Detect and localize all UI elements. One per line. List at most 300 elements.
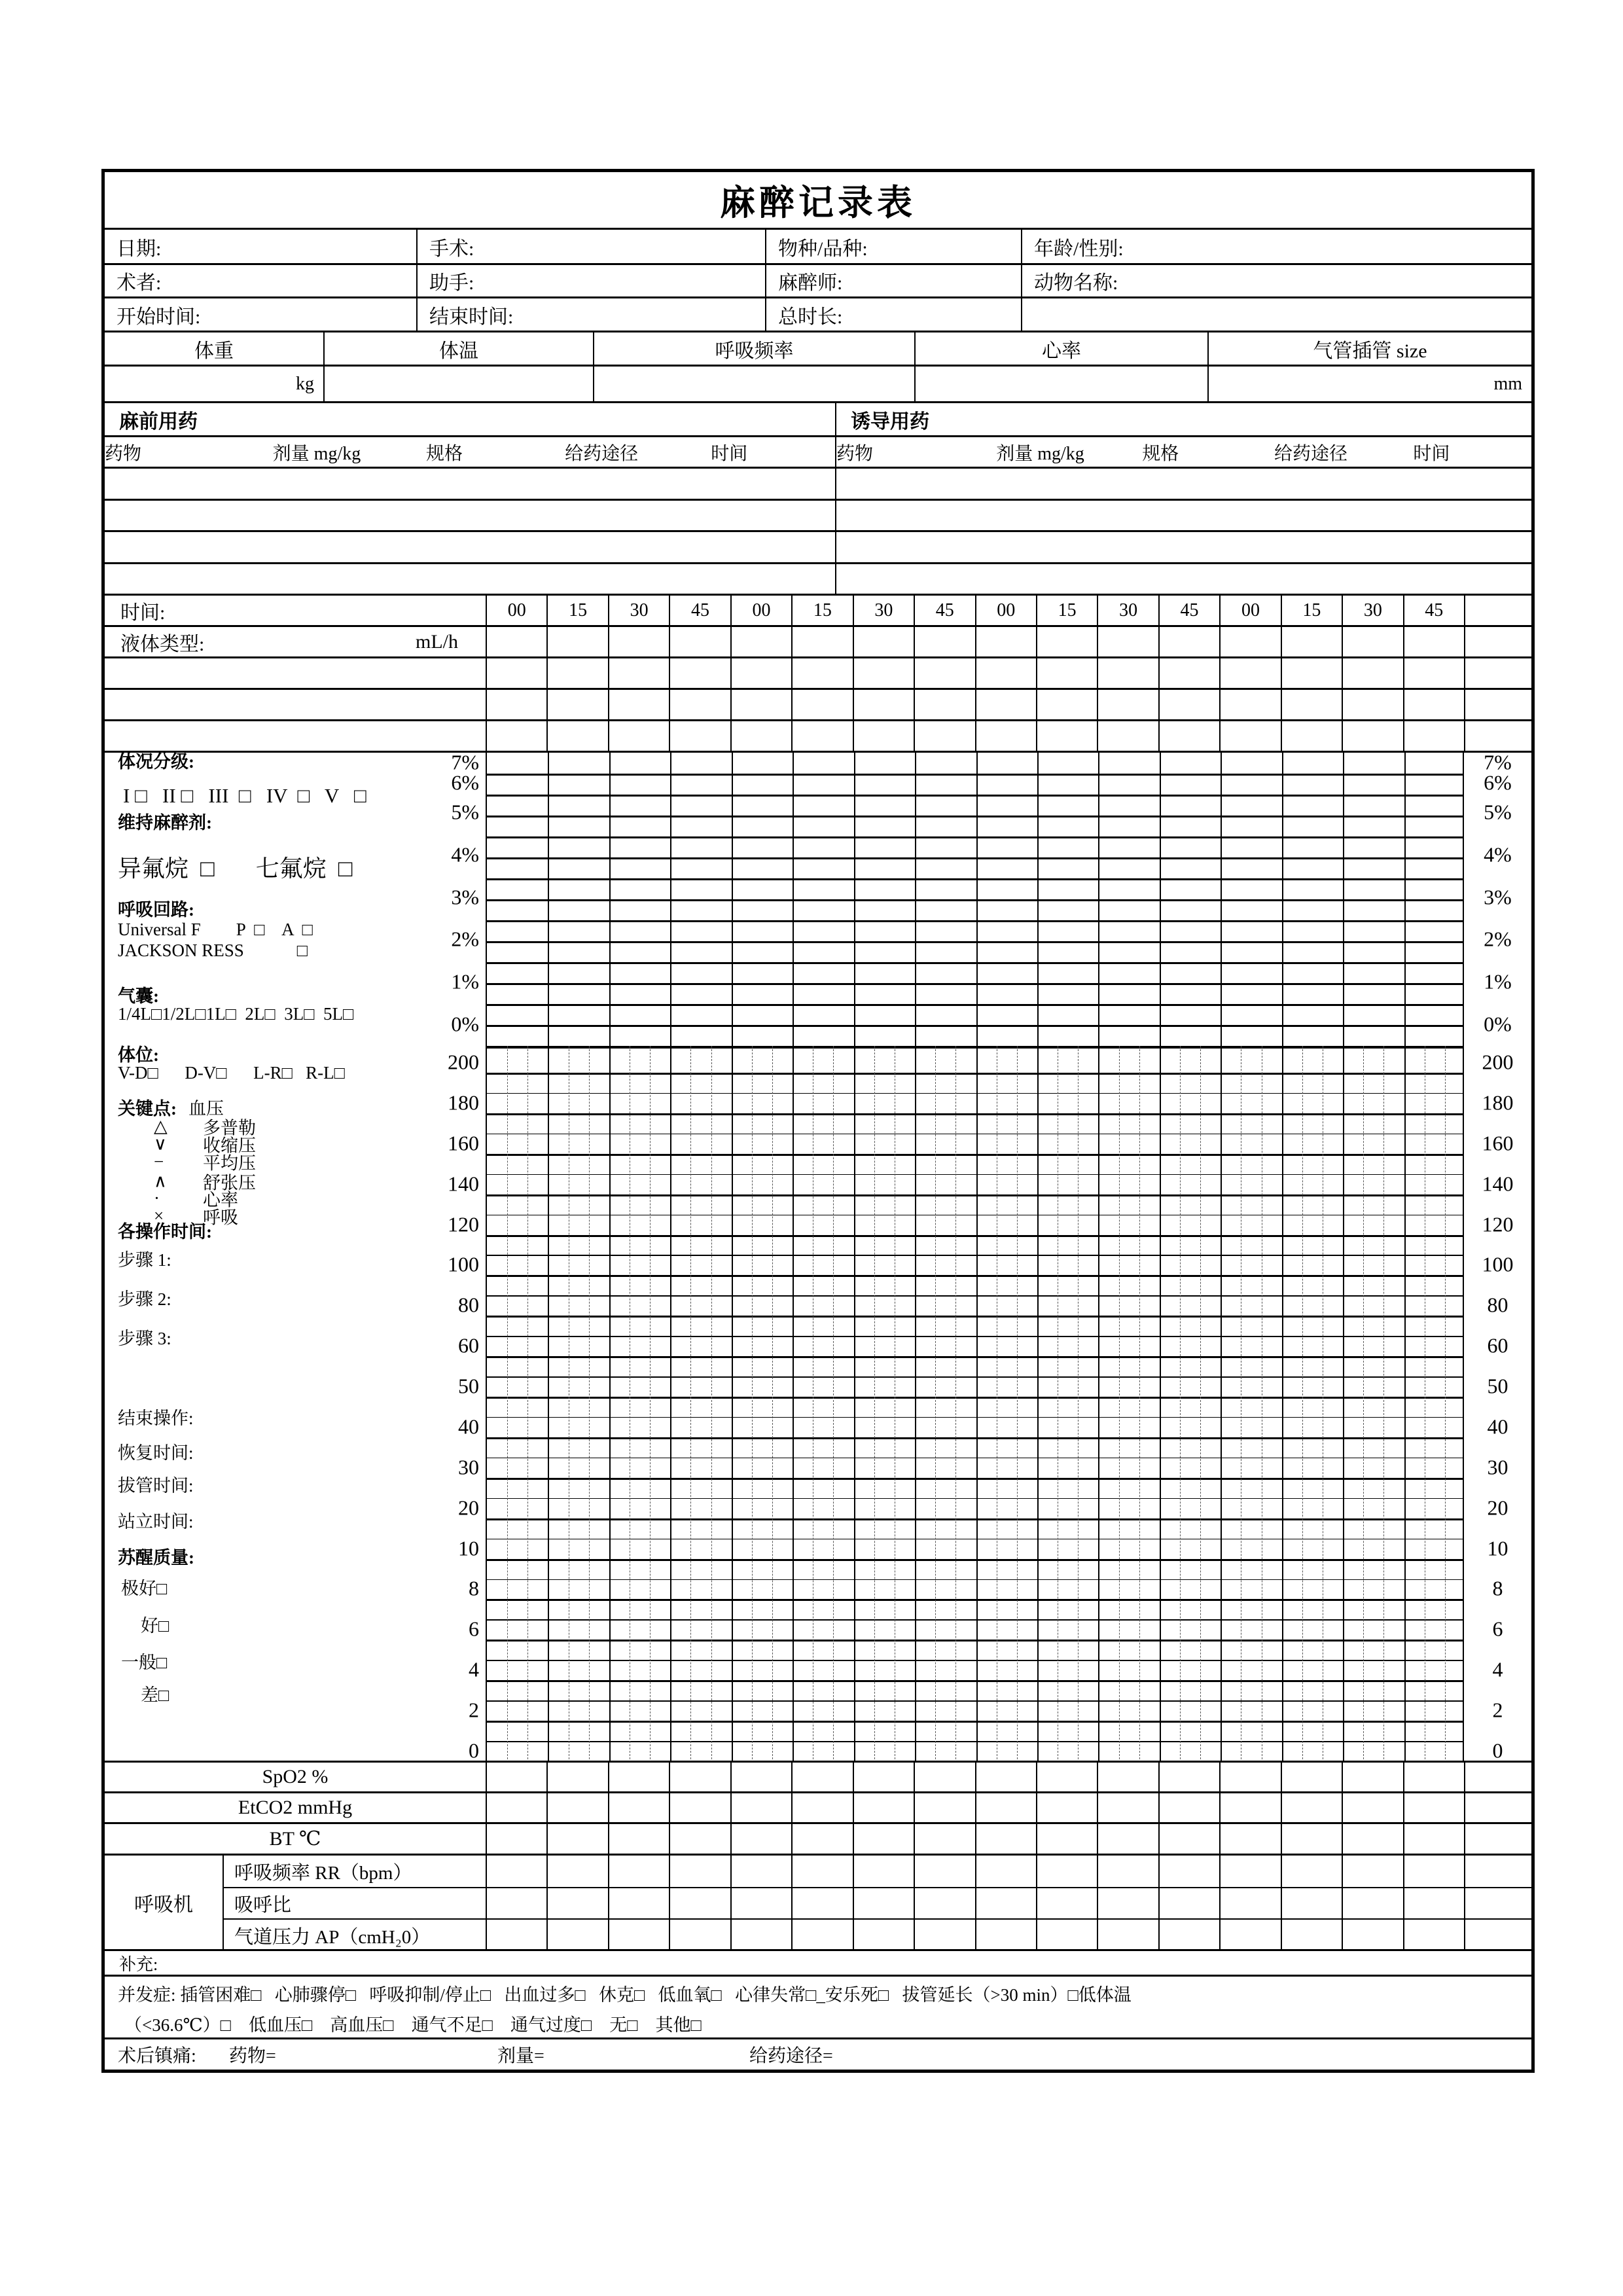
spo2-cell[interactable] bbox=[1036, 1763, 1097, 1791]
ventilator-rr-cell-extra[interactable] bbox=[1464, 1856, 1531, 1887]
ventilator-rr-cell[interactable] bbox=[1036, 1856, 1097, 1887]
time-tick-cell[interactable]: 15 bbox=[546, 596, 607, 625]
med-column-header: 给药途径 bbox=[1274, 443, 1348, 464]
info-cell-surgery[interactable] bbox=[416, 230, 765, 263]
grid-column-line bbox=[1282, 753, 1283, 1761]
ventilator-airway-pressure-cell[interactable] bbox=[914, 1920, 974, 1951]
ventilator-ie-ratio-cell[interactable] bbox=[669, 1888, 730, 1918]
etco2-cell[interactable] bbox=[1158, 1793, 1219, 1822]
bt-cell[interactable] bbox=[1097, 1824, 1158, 1854]
schedule-cell[interactable] bbox=[1097, 690, 1158, 719]
fluid-cell[interactable] bbox=[1219, 627, 1280, 656]
info-cell-surgeon[interactable] bbox=[105, 265, 416, 296]
fluid-cell[interactable] bbox=[791, 627, 852, 656]
grid-line bbox=[487, 774, 1463, 776]
spo2-cell[interactable] bbox=[1097, 1763, 1158, 1791]
grid-dashed-line bbox=[1302, 1046, 1303, 1763]
induction-entry-cell[interactable] bbox=[835, 564, 1531, 594]
schedule-cell[interactable] bbox=[914, 690, 974, 719]
percent-axis-right: 5% bbox=[1484, 800, 1512, 824]
vital-axis-right: 30 bbox=[1487, 1455, 1508, 1479]
time-row bbox=[105, 594, 1531, 625]
quality-good-option[interactable]: 好□ bbox=[141, 1616, 169, 1636]
ventilator-airway-pressure-cell[interactable] bbox=[1219, 1920, 1280, 1951]
schedule-cell[interactable] bbox=[853, 690, 914, 719]
fluid-cell-extra[interactable] bbox=[1464, 627, 1531, 656]
spo2-label-cell bbox=[105, 1763, 486, 1791]
ventilator-rr-cell[interactable] bbox=[791, 1856, 852, 1887]
complications-line-2[interactable]: （<36.6℃）□ 低血压□ 高血压□ 通气不足□ 通气过度□ 无□ 其他□ bbox=[124, 2015, 702, 2035]
quality-excellent-option[interactable]: 极好□ bbox=[121, 1579, 168, 1599]
time-tick-cell[interactable]: 45 bbox=[1158, 596, 1219, 625]
info-label-anesthetist: 麻醉师: bbox=[778, 272, 843, 294]
info-label-surgery: 手术: bbox=[429, 238, 474, 260]
schedule-cell[interactable] bbox=[1158, 658, 1219, 688]
etco2-cell-extra[interactable] bbox=[1464, 1793, 1531, 1822]
medication-empty-row bbox=[105, 562, 1531, 594]
ventilator-ie-ratio-cell[interactable] bbox=[1342, 1888, 1402, 1918]
etco2-cell[interactable] bbox=[1219, 1793, 1280, 1822]
postop-route-field[interactable]: 给药途径= bbox=[749, 2046, 833, 2066]
etco2-cell[interactable] bbox=[546, 1793, 607, 1822]
supplement-cell[interactable] bbox=[105, 1951, 1531, 1975]
schedule-cell[interactable] bbox=[1036, 658, 1097, 688]
schedule-cell[interactable] bbox=[486, 690, 546, 719]
vital-axis-right: 50 bbox=[1487, 1374, 1508, 1398]
vitals-value-weight[interactable] bbox=[105, 367, 323, 401]
vitals-header-heart-rate bbox=[914, 332, 1207, 365]
time-tick-cell[interactable]: 00 bbox=[486, 596, 546, 625]
time-tick-cell[interactable]: 30 bbox=[1097, 596, 1158, 625]
grid-line bbox=[487, 1194, 1463, 1196]
ventilator-rr-cell[interactable] bbox=[486, 1856, 546, 1887]
ventilator-ie-ratio-cell[interactable] bbox=[1403, 1888, 1464, 1918]
vitals-value-heart-rate[interactable] bbox=[914, 367, 1207, 401]
bt-cell[interactable] bbox=[914, 1824, 974, 1854]
time-tick-cell[interactable]: 00 bbox=[1219, 596, 1280, 625]
ventilator-airway-pressure-cell[interactable] bbox=[546, 1920, 607, 1951]
spo2-cell[interactable] bbox=[853, 1763, 914, 1791]
ventilator-airway-pressure-cell-extra[interactable] bbox=[1464, 1920, 1531, 1951]
schedule-cell[interactable] bbox=[1219, 721, 1280, 751]
grid-column-line bbox=[1037, 753, 1039, 1761]
ventilator-ie-ratio-cell[interactable] bbox=[608, 1888, 669, 1918]
bt-cell-extra[interactable] bbox=[1464, 1824, 1531, 1854]
spo2-cell[interactable] bbox=[730, 1763, 791, 1791]
schedule-cell[interactable] bbox=[975, 690, 1036, 719]
info-cell-assistant[interactable] bbox=[416, 265, 765, 296]
ventilator-airway-pressure-cell[interactable] bbox=[975, 1920, 1036, 1951]
spo2-cell[interactable] bbox=[1219, 1763, 1280, 1791]
info-cell-species-breed[interactable] bbox=[765, 230, 1021, 263]
grid-band-separator bbox=[487, 1046, 1463, 1049]
fluid-cell[interactable] bbox=[1036, 627, 1097, 656]
fluid-cell[interactable] bbox=[669, 627, 730, 656]
vitals-value-respiratory-rate[interactable] bbox=[593, 367, 914, 401]
etco2-row bbox=[105, 1791, 1531, 1822]
premed-entry-cell[interactable] bbox=[105, 532, 835, 562]
condition-grade-options[interactable]: I □ II □ III □ IV □ V □ bbox=[123, 783, 366, 807]
ventilator-airway-pressure-cell[interactable] bbox=[1036, 1920, 1097, 1951]
schedule-cell[interactable] bbox=[730, 658, 791, 688]
ventilator-ie-ratio-cell[interactable] bbox=[975, 1888, 1036, 1918]
schedule-cell[interactable] bbox=[914, 721, 974, 751]
schedule-cell[interactable] bbox=[975, 658, 1036, 688]
ventilator-airway-pressure-cell[interactable] bbox=[486, 1920, 546, 1951]
etco2-cell[interactable] bbox=[853, 1793, 914, 1822]
body-position-label: 体位: bbox=[118, 1045, 159, 1066]
info-cell-end-time[interactable] bbox=[416, 298, 765, 331]
schedule-label-cell[interactable] bbox=[105, 721, 486, 751]
postop-dose-field[interactable]: 剂量= bbox=[497, 2046, 544, 2066]
ventilator-rr-cell[interactable] bbox=[1097, 1856, 1158, 1887]
time-tick-cell[interactable]: 30 bbox=[1342, 596, 1402, 625]
ventilator-airway-pressure-cell[interactable] bbox=[791, 1920, 852, 1951]
fluid-cell[interactable] bbox=[1403, 627, 1464, 656]
quality-poor-option[interactable]: 差□ bbox=[141, 1685, 169, 1706]
time-tick-cell[interactable]: 15 bbox=[1281, 596, 1342, 625]
grid-line bbox=[487, 1458, 1463, 1459]
quality-fair-option[interactable]: 一般□ bbox=[121, 1653, 168, 1673]
schedule-cell[interactable] bbox=[1403, 690, 1464, 719]
ventilator-section bbox=[105, 1854, 1531, 1949]
grid-line bbox=[487, 1376, 1463, 1378]
vital-axis-left: 10 bbox=[458, 1536, 479, 1560]
schedule-cell[interactable] bbox=[730, 690, 791, 719]
ventilator-ie-ratio-cell[interactable] bbox=[730, 1888, 791, 1918]
grid-line bbox=[487, 1417, 1463, 1418]
circuit-jackson-rees-option[interactable]: JACKSON RESS □ bbox=[118, 941, 308, 961]
premed-entry-cell[interactable] bbox=[105, 469, 835, 499]
info-label-species-breed: 物种/品种: bbox=[778, 238, 868, 260]
ventilator-rr-cell[interactable] bbox=[1403, 1856, 1464, 1887]
med-column-header: 时间 bbox=[1413, 443, 1450, 464]
info-row-3 bbox=[105, 296, 1531, 331]
ventilator-rr-cell[interactable] bbox=[546, 1856, 607, 1887]
schedule-cell[interactable] bbox=[546, 721, 607, 751]
ventilator-ie-ratio-cell[interactable] bbox=[1036, 1888, 1097, 1918]
schedule-cell-extra[interactable] bbox=[1464, 721, 1531, 751]
schedule-label-cell[interactable] bbox=[105, 690, 486, 719]
air-bag-options[interactable]: 1/4L□1/2L□1L□ 2L□ 3L□ 5L□ bbox=[118, 1004, 354, 1024]
bt-cell[interactable] bbox=[608, 1824, 669, 1854]
info-cell-total-duration[interactable] bbox=[765, 298, 1021, 331]
ventilator-airway-pressure-cell[interactable] bbox=[608, 1920, 669, 1951]
schedule-cell[interactable] bbox=[608, 690, 669, 719]
schedule-cell[interactable] bbox=[1281, 721, 1342, 751]
grid-line bbox=[487, 1255, 1463, 1256]
bt-cell[interactable] bbox=[1219, 1824, 1280, 1854]
info-cell-blank[interactable] bbox=[1021, 298, 1531, 331]
ventilator-airway-pressure-cell[interactable] bbox=[1281, 1920, 1342, 1951]
premed-entry-cell[interactable] bbox=[105, 501, 835, 530]
fluid-cell[interactable] bbox=[853, 627, 914, 656]
legend-label-0: 多普勒 bbox=[203, 1118, 256, 1138]
schedule-cell[interactable] bbox=[1342, 658, 1402, 688]
schedule-cell[interactable] bbox=[669, 690, 730, 719]
spo2-cell[interactable] bbox=[669, 1763, 730, 1791]
info-cell-age-sex[interactable] bbox=[1021, 230, 1531, 263]
fluid-cell[interactable] bbox=[1158, 627, 1219, 656]
grid-line bbox=[487, 1741, 1463, 1742]
vitals-value-et-tube-size[interactable] bbox=[1207, 367, 1531, 401]
ventilator-rr-cell[interactable] bbox=[608, 1856, 669, 1887]
ventilator-rr-cell[interactable] bbox=[1219, 1856, 1280, 1887]
ventilator-rr-cell[interactable] bbox=[975, 1856, 1036, 1887]
schedule-cell[interactable] bbox=[1219, 658, 1280, 688]
info-cell-anesthetist[interactable] bbox=[765, 265, 1021, 296]
grid-dashed-line bbox=[935, 1046, 936, 1763]
percent-axis-left: 1% bbox=[451, 969, 479, 994]
ventilator-airway-pressure-cell[interactable] bbox=[853, 1920, 914, 1951]
schedule-cell[interactable] bbox=[486, 721, 546, 751]
premed-entry-cell[interactable] bbox=[105, 564, 835, 594]
grid-column-line bbox=[1404, 753, 1406, 1761]
spo2-cell[interactable] bbox=[546, 1763, 607, 1791]
grid-line bbox=[487, 1154, 1463, 1156]
etco2-cell[interactable] bbox=[914, 1793, 974, 1822]
ventilator-rr-cell[interactable] bbox=[853, 1856, 914, 1887]
spo2-cell[interactable] bbox=[914, 1763, 974, 1791]
etco2-cell[interactable] bbox=[1342, 1793, 1402, 1822]
vital-axis-left: 200 bbox=[448, 1050, 479, 1074]
ventilator-airway-pressure-cell[interactable] bbox=[1342, 1920, 1402, 1951]
schedule-cell[interactable] bbox=[975, 721, 1036, 751]
induction-columns bbox=[835, 437, 1531, 467]
schedule-cell[interactable] bbox=[669, 658, 730, 688]
schedule-cell[interactable] bbox=[791, 721, 852, 751]
time-tick-cell[interactable]: 30 bbox=[853, 596, 914, 625]
ventilator-ie-ratio-cell[interactable] bbox=[1281, 1888, 1342, 1918]
etco2-cell[interactable] bbox=[730, 1793, 791, 1822]
grid-column-line bbox=[548, 753, 549, 1761]
ventilator-airway-pressure-cell[interactable] bbox=[730, 1920, 791, 1951]
schedule-cell[interactable] bbox=[1097, 721, 1158, 751]
schedule-cell[interactable] bbox=[1036, 721, 1097, 751]
ventilator-airway-pressure-label-cell bbox=[224, 1920, 486, 1951]
spo2-cell[interactable] bbox=[1342, 1763, 1402, 1791]
fluid-cell[interactable] bbox=[975, 627, 1036, 656]
schedule-cell[interactable] bbox=[730, 721, 791, 751]
ventilator-label: 呼吸机 bbox=[134, 1893, 193, 1916]
ventilator-rr-cell[interactable] bbox=[669, 1856, 730, 1887]
vital-axis-left: 0 bbox=[469, 1738, 479, 1763]
fluid-cell[interactable] bbox=[546, 627, 607, 656]
bt-cell[interactable] bbox=[853, 1824, 914, 1854]
ventilator-airway-pressure-cell[interactable] bbox=[1097, 1920, 1158, 1951]
fluid-cell[interactable] bbox=[486, 627, 546, 656]
schedule-cell[interactable] bbox=[1403, 658, 1464, 688]
time-tick-cell[interactable]: 30 bbox=[608, 596, 669, 625]
schedule-cell[interactable] bbox=[853, 658, 914, 688]
schedule-cell[interactable] bbox=[546, 658, 607, 688]
spo2-cell[interactable] bbox=[486, 1763, 546, 1791]
fluid-cell[interactable] bbox=[608, 627, 669, 656]
vital-axis-right: 4 bbox=[1492, 1657, 1503, 1681]
time-tick-cell[interactable]: 15 bbox=[791, 596, 852, 625]
vitals-header-label: 呼吸频率 bbox=[715, 340, 794, 362]
ventilator-rr-cell[interactable] bbox=[1342, 1856, 1402, 1887]
legend-label-1: 收缩压 bbox=[203, 1136, 256, 1156]
etco2-cell[interactable] bbox=[1036, 1793, 1097, 1822]
induction-entry-cell[interactable] bbox=[835, 469, 1531, 499]
percent-axis-right: 6% bbox=[1484, 770, 1512, 795]
time-tick-cell[interactable]: 45 bbox=[914, 596, 974, 625]
grid-line bbox=[487, 1437, 1463, 1439]
postop-drug-field[interactable]: 药物= bbox=[229, 2046, 276, 2066]
schedule-cell[interactable] bbox=[791, 690, 852, 719]
ventilator-airway-pressure-cell[interactable] bbox=[1158, 1920, 1219, 1951]
schedule-cell[interactable] bbox=[1342, 690, 1402, 719]
schedule-cell[interactable] bbox=[1036, 690, 1097, 719]
time-tick-cell-extra[interactable] bbox=[1464, 596, 1531, 625]
etco2-cell[interactable] bbox=[1097, 1793, 1158, 1822]
grid-line bbox=[487, 1599, 1463, 1601]
grid-line bbox=[487, 1093, 1463, 1094]
spo2-cell[interactable] bbox=[791, 1763, 852, 1791]
schedule-cell[interactable] bbox=[669, 721, 730, 751]
schedule-cell[interactable] bbox=[1403, 721, 1464, 751]
chart-sidebar bbox=[105, 750, 486, 1763]
med-column-header: 剂量 mg/kg bbox=[996, 443, 1084, 464]
time-tick-cell[interactable]: 00 bbox=[730, 596, 791, 625]
ventilator-airway-pressure-cell[interactable] bbox=[669, 1920, 730, 1951]
chart-grid[interactable] bbox=[486, 753, 1464, 1761]
time-tick-cell[interactable]: 15 bbox=[1036, 596, 1097, 625]
schedule-cell[interactable] bbox=[1219, 690, 1280, 719]
schedule-cell[interactable] bbox=[1097, 658, 1158, 688]
vitals-header-row bbox=[105, 331, 1531, 365]
schedule-cell[interactable] bbox=[486, 658, 546, 688]
bt-cell[interactable] bbox=[1403, 1824, 1464, 1854]
circuit-universal-f-options[interactable]: Universal F P □ A □ bbox=[118, 920, 313, 940]
ventilator-ie-ratio-cell[interactable] bbox=[1158, 1888, 1219, 1918]
induction-entry-cell[interactable] bbox=[835, 532, 1531, 562]
etco2-cell[interactable] bbox=[791, 1793, 852, 1822]
spo2-cell[interactable] bbox=[975, 1763, 1036, 1791]
ventilator-ie-ratio-cell[interactable] bbox=[853, 1888, 914, 1918]
grid-dashed-line bbox=[752, 1046, 753, 1763]
percent-axis-left: 3% bbox=[451, 885, 479, 909]
schedule-cell[interactable] bbox=[1281, 658, 1342, 688]
vital-axis-right: 2 bbox=[1492, 1698, 1503, 1722]
extubation-time-label: 拔管时间: bbox=[118, 1476, 194, 1496]
ventilator-rr-cell[interactable] bbox=[1158, 1856, 1219, 1887]
schedule-label-cell[interactable] bbox=[105, 658, 486, 688]
ventilator-rr-cell[interactable] bbox=[730, 1856, 791, 1887]
vital-axis-right: 120 bbox=[1482, 1212, 1514, 1236]
maintenance-anesthetic-options[interactable]: 异氟烷 □ 七氟烷 □ bbox=[118, 855, 353, 882]
bt-cell[interactable] bbox=[1342, 1824, 1402, 1854]
schedule-cell[interactable] bbox=[853, 721, 914, 751]
schedule-cell[interactable] bbox=[608, 721, 669, 751]
legend-label-3: 舒张压 bbox=[203, 1173, 256, 1193]
spo2-cell-extra[interactable] bbox=[1464, 1763, 1531, 1791]
ventilator-ie-ratio-cell[interactable] bbox=[791, 1888, 852, 1918]
schedule-cell-extra[interactable] bbox=[1464, 658, 1531, 688]
ventilator-rr-cell[interactable] bbox=[1281, 1856, 1342, 1887]
ventilator-ie-ratio-cell-extra[interactable] bbox=[1464, 1888, 1531, 1918]
vital-axis-right: 20 bbox=[1487, 1496, 1508, 1520]
fluid-row bbox=[105, 625, 1531, 656]
bt-cell[interactable] bbox=[669, 1824, 730, 1854]
fluid-cell[interactable] bbox=[1342, 627, 1402, 656]
spo2-cell[interactable] bbox=[1158, 1763, 1219, 1791]
bt-cell[interactable] bbox=[1158, 1824, 1219, 1854]
bt-cell[interactable] bbox=[486, 1824, 546, 1854]
vital-axis-left: 140 bbox=[448, 1172, 479, 1196]
ventilator-ie-ratio-cell[interactable] bbox=[1097, 1888, 1158, 1918]
time-tick-cell[interactable]: 00 bbox=[975, 596, 1036, 625]
schedule-cell[interactable] bbox=[608, 658, 669, 688]
schedule-cell[interactable] bbox=[1158, 721, 1219, 751]
info-cell-date[interactable] bbox=[105, 230, 416, 263]
bt-cell[interactable] bbox=[975, 1824, 1036, 1854]
etco2-cell[interactable] bbox=[1281, 1793, 1342, 1822]
time-tick-cell[interactable]: 45 bbox=[669, 596, 730, 625]
body-position-options[interactable]: V-D□ D-V□ L-R□ R-L□ bbox=[118, 1063, 345, 1083]
ventilator-ie-ratio-cell[interactable] bbox=[914, 1888, 974, 1918]
info-cell-start-time[interactable] bbox=[105, 298, 416, 331]
vital-axis-left: 160 bbox=[448, 1131, 479, 1155]
ventilator-ie-ratio-cell[interactable] bbox=[1219, 1888, 1280, 1918]
etco2-cell[interactable] bbox=[1403, 1793, 1464, 1822]
etco2-cell[interactable] bbox=[669, 1793, 730, 1822]
ventilator-ie-ratio-cell[interactable] bbox=[546, 1888, 607, 1918]
medication-columns-row bbox=[105, 435, 1531, 467]
induction-entry-cell[interactable] bbox=[835, 501, 1531, 530]
vitals-value-temperature[interactable] bbox=[323, 367, 593, 401]
grid-dashed-line bbox=[772, 1046, 773, 1763]
medication-empty-row bbox=[105, 467, 1531, 499]
spo2-cell[interactable] bbox=[608, 1763, 669, 1791]
fluid-cell[interactable] bbox=[730, 627, 791, 656]
bt-cell[interactable] bbox=[1036, 1824, 1097, 1854]
fluid-cell[interactable] bbox=[1097, 627, 1158, 656]
bt-cell[interactable] bbox=[791, 1824, 852, 1854]
bt-label-cell bbox=[105, 1824, 486, 1854]
bt-cell[interactable] bbox=[730, 1824, 791, 1854]
grid-line bbox=[487, 795, 1463, 797]
bt-cell[interactable] bbox=[546, 1824, 607, 1854]
schedule-cell-extra[interactable] bbox=[1464, 690, 1531, 719]
ventilator-ie-ratio-cell[interactable] bbox=[486, 1888, 546, 1918]
grid-line bbox=[487, 1356, 1463, 1358]
spo2-cell[interactable] bbox=[1281, 1763, 1342, 1791]
vital-axis-right: 80 bbox=[1487, 1293, 1508, 1317]
complications-line-1[interactable]: 并发症: 插管困难□ 心肺骤停□ 呼吸抑制/停止□ 出血过多□ 休克□ 低血氧□ 心律失常□_安乐死□ 拔管延长（>30 min）□低体温 bbox=[118, 1985, 1132, 2005]
schedule-cell[interactable] bbox=[1158, 690, 1219, 719]
info-cell-animal-name[interactable] bbox=[1021, 265, 1531, 296]
schedule-cell[interactable] bbox=[546, 690, 607, 719]
schedule-cell[interactable] bbox=[1281, 690, 1342, 719]
schedule-cell[interactable] bbox=[914, 658, 974, 688]
fluid-cell[interactable] bbox=[1281, 627, 1342, 656]
vital-axis-left: 60 bbox=[458, 1333, 479, 1357]
etco2-cell[interactable] bbox=[975, 1793, 1036, 1822]
etco2-cell[interactable] bbox=[608, 1793, 669, 1822]
fluid-cell[interactable] bbox=[914, 627, 974, 656]
bt-cell[interactable] bbox=[1281, 1824, 1342, 1854]
spo2-cell[interactable] bbox=[1403, 1763, 1464, 1791]
ventilator-rr-cell[interactable] bbox=[914, 1856, 974, 1887]
vital-axis-left: 40 bbox=[458, 1414, 479, 1439]
etco2-cell[interactable] bbox=[486, 1793, 546, 1822]
schedule-cell[interactable] bbox=[1342, 721, 1402, 751]
time-tick-cell[interactable]: 45 bbox=[1403, 596, 1464, 625]
schedule-cell[interactable] bbox=[791, 658, 852, 688]
ventilator-airway-pressure-cell[interactable] bbox=[1403, 1920, 1464, 1951]
